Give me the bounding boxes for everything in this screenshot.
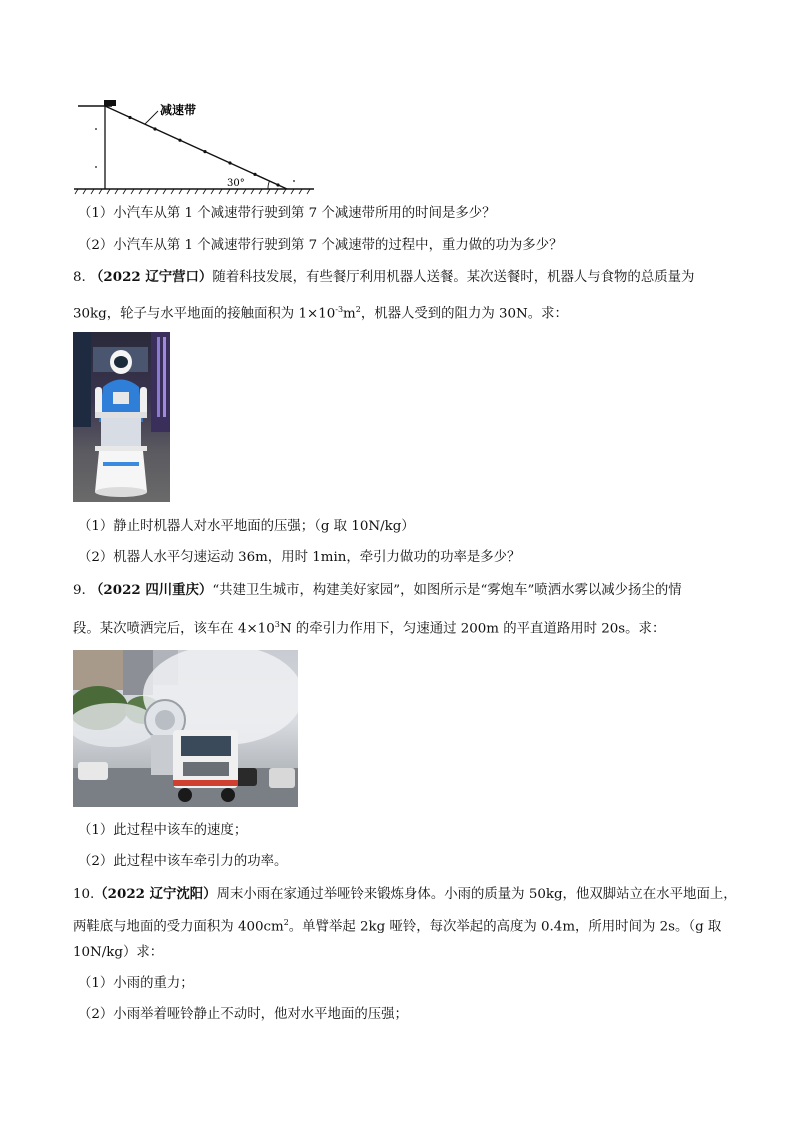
car-icon <box>104 100 116 106</box>
fog-cannon-truck-photo <box>73 650 298 807</box>
q9-sub2: （2）此过程中该车牵引力的功率。 <box>78 854 288 869</box>
q10-sub2: （2）小雨举着哑铃静止不动时，他对水平地面的压强； <box>78 1007 408 1022</box>
q8-source: （2022 辽宁营口） <box>90 269 213 285</box>
q8-text2b: m <box>343 306 356 322</box>
q9-text1: “共建卫生城市，构建美好家园”，如图所示是“雾炮车”喷洒水雾以减少扬尘的情 <box>212 583 682 598</box>
diagram-label: 减速带 <box>160 103 197 117</box>
q10-text1: 周末小雨在家通过举哑铃来锻炼身体。小雨的质量为 50kg，他双脚站立在水平地面上， <box>216 887 737 902</box>
q10-line2 <box>73 914 721 936</box>
q10-line3: 10N/kg）求： <box>73 945 164 960</box>
q8-text2a: 30kg，轮子与水平地面的接触面积为 1×10 <box>73 306 336 322</box>
q10-text2-sup: 2 <box>283 918 289 927</box>
q10-sub1: （1）小雨的重力； <box>78 976 194 991</box>
q9-line2 <box>73 616 665 638</box>
robot-photo <box>73 332 170 502</box>
q8-number: 8. <box>73 270 86 285</box>
q9-text2a: 段。某次喷洒完后，该车在 4×10 <box>73 621 275 637</box>
q10-number: 10. <box>73 887 95 902</box>
angle-label: 30° <box>227 178 245 189</box>
q9-line1 <box>73 581 682 600</box>
q9-text2b: N 的牵引力作用下，匀速通过 200m 的平直道路用时 20s。求： <box>279 621 666 637</box>
q7-sub1: （1）小汽车从第 1 个减速带行驶到第 7 个减速带所用的时间是多少？ <box>78 206 496 221</box>
q7-sub2: （2）小汽车从第 1 个减速带行驶到第 7 个减速带的过程中，重力做的功为多少？ <box>78 238 563 253</box>
q9-number: 9. <box>73 583 86 598</box>
q8-text2-sup2: 2 <box>355 305 361 314</box>
q8-text2-sup: -3 <box>335 305 344 314</box>
q9-text2-sup: 3 <box>274 620 280 629</box>
q8-line1 <box>73 268 694 287</box>
q8-sub1: （1）静止时机器人对水平地面的压强；（g 取 10N/kg） <box>78 519 415 534</box>
q10-text2a: 两鞋底与地面的受力面积为 400cm <box>73 919 284 935</box>
slope-diagram <box>72 96 317 196</box>
q8-text1: 随着科技发展，有些餐厅利用机器人送餐。某次送餐时，机器人与食物的总质量为 <box>212 270 695 285</box>
q9-sub1: （1）此过程中该车的速度； <box>78 823 248 838</box>
q10-text2b: 。单臂举起 2kg 哑铃，每次举起的高度为 0.4m，所用时间为 2s。（g 取 <box>288 919 722 935</box>
q8-sub2: （2）机器人水平匀速运动 36m，用时 1min，牵引力做功的功率是多少？ <box>78 550 521 565</box>
q9-source: （2022 四川重庆） <box>90 582 213 598</box>
q8-line2 <box>73 301 568 323</box>
q10-line1 <box>73 885 737 904</box>
q10-source: （2022 辽宁沈阳） <box>94 886 217 902</box>
q8-text2c: ，机器人受到的阻力为 30N。求： <box>360 306 568 322</box>
